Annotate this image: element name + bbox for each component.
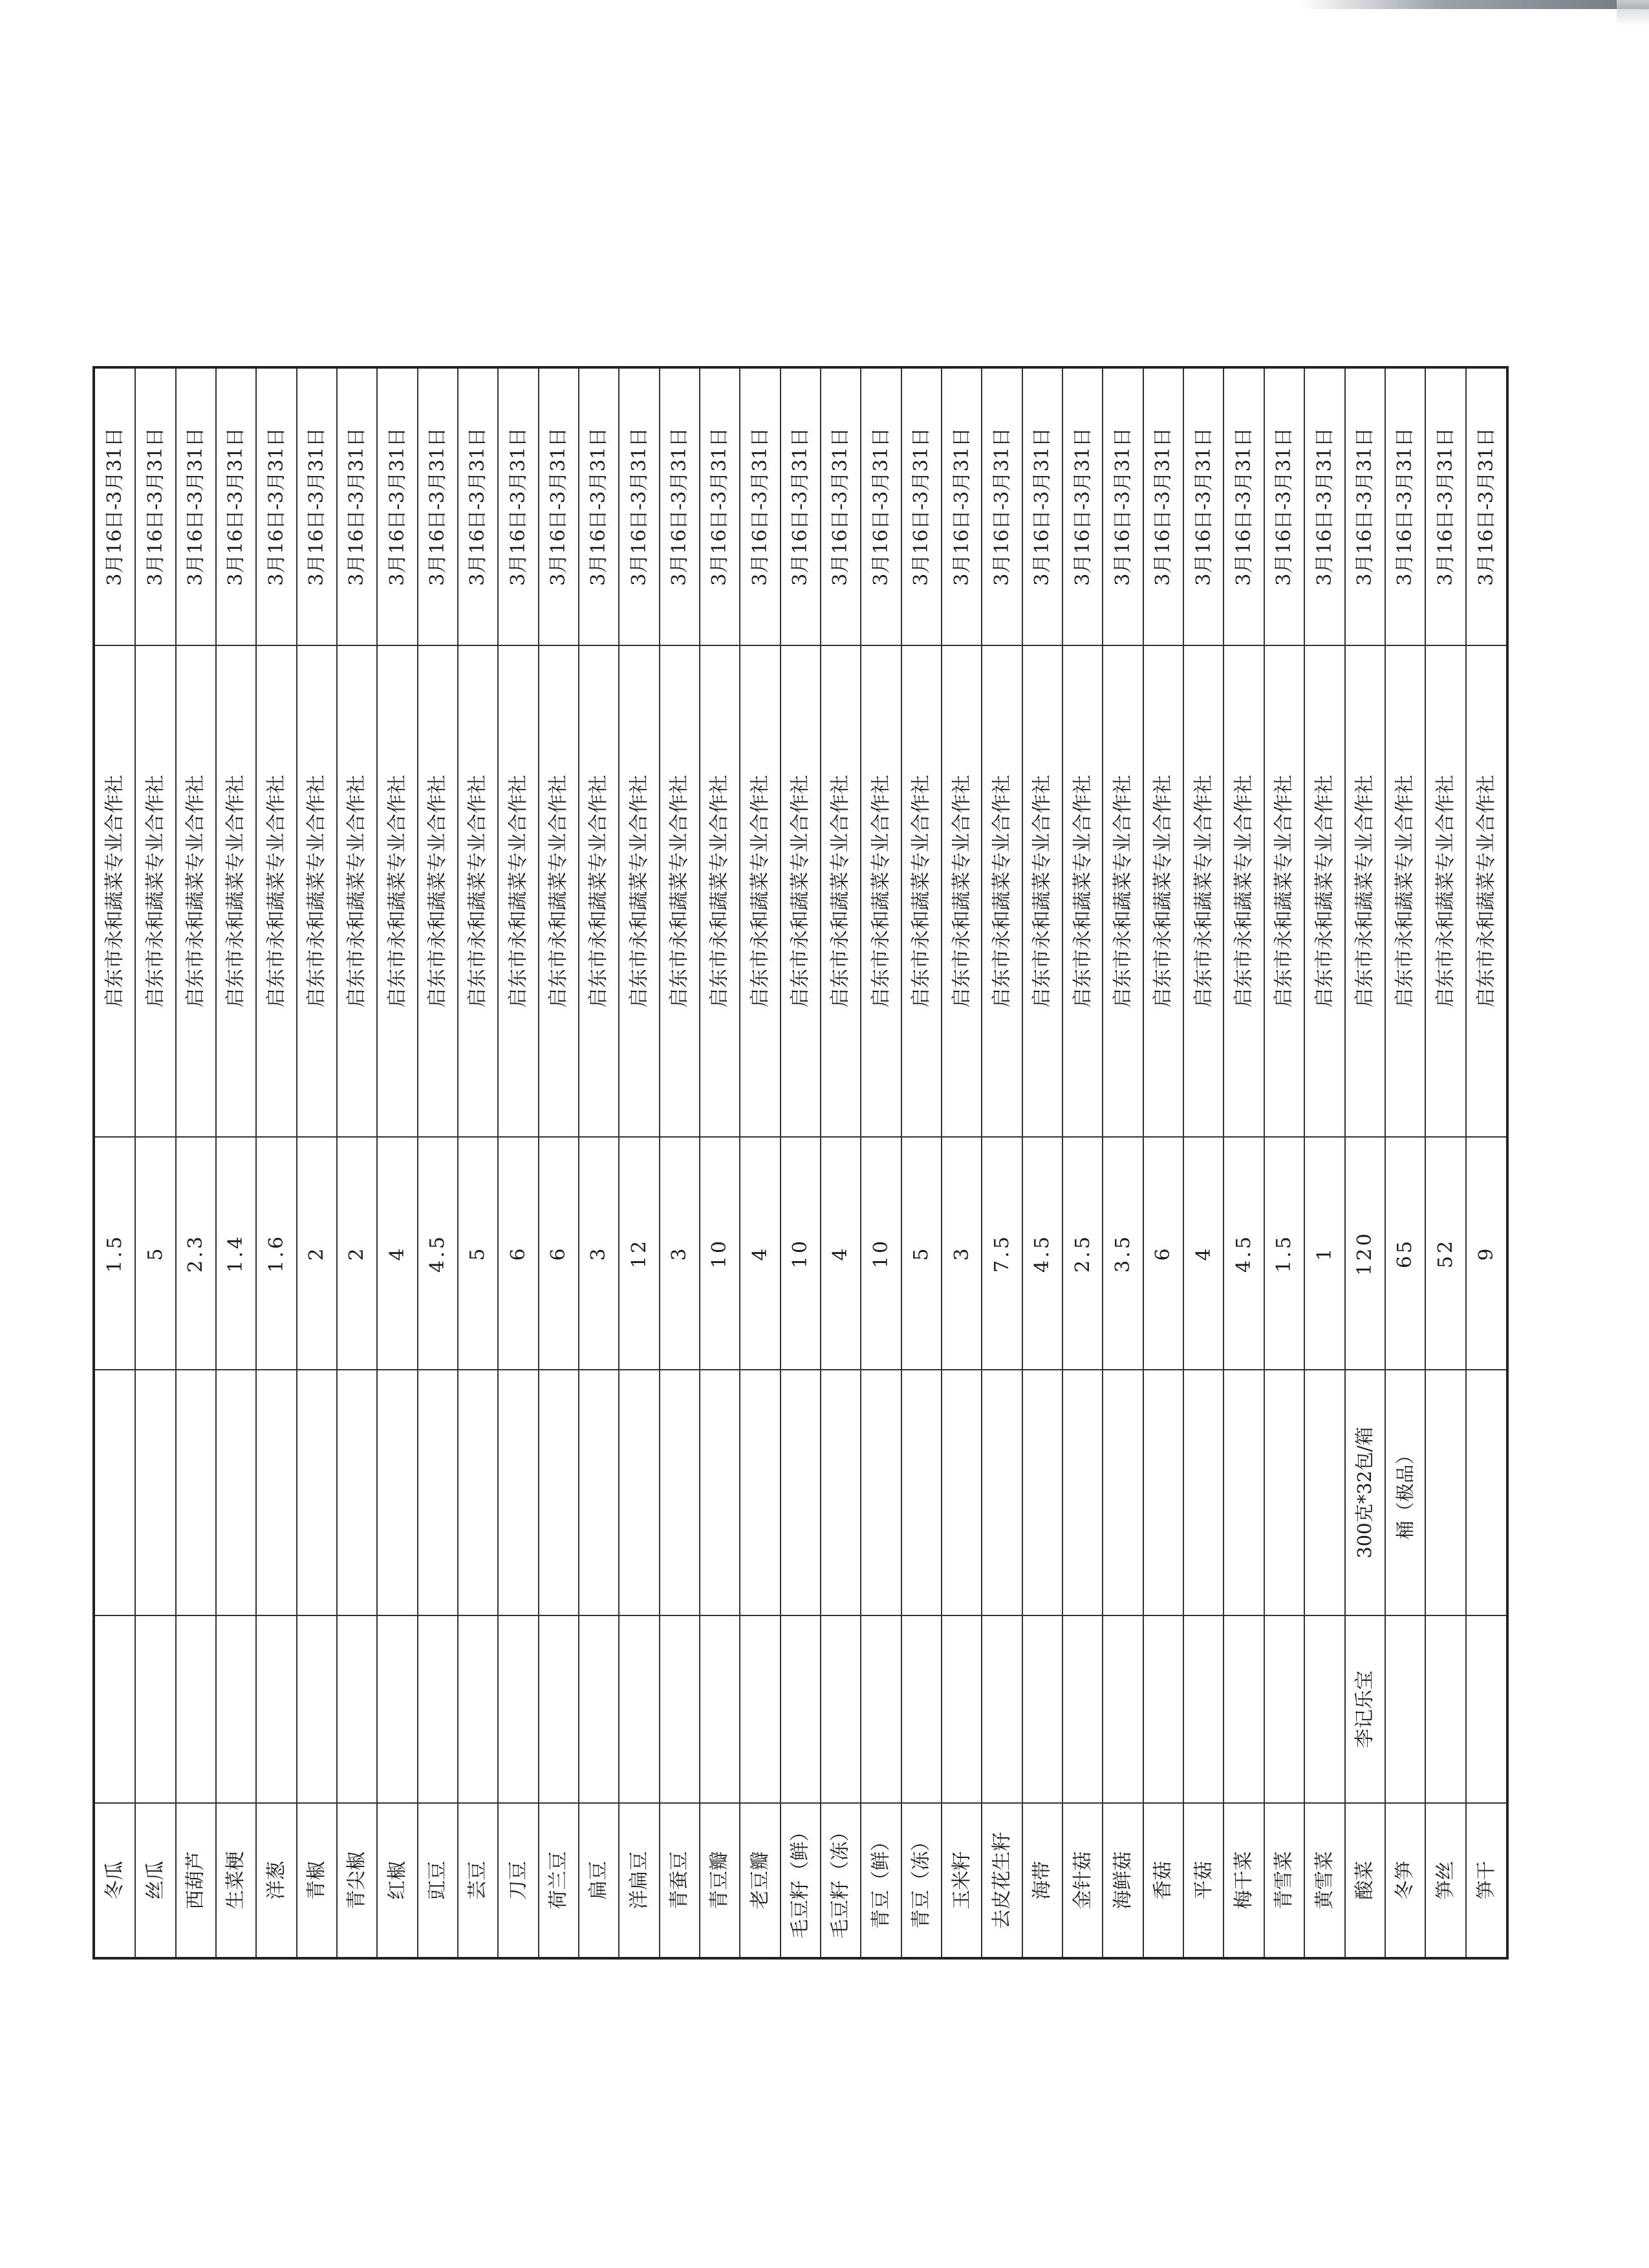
product-name-cell: 笋干 <box>1466 1803 1507 1958</box>
period-cell: 3月16日-3月31日 <box>1466 367 1507 645</box>
spec-cell <box>1022 1370 1062 1615</box>
price-cell: 6 <box>1143 1137 1183 1370</box>
brand-cell <box>94 1615 135 1803</box>
brand-cell <box>1385 1615 1425 1803</box>
brand-cell <box>337 1615 377 1803</box>
supplier-cell: 启东市永和蔬菜专业合作社 <box>256 645 296 1137</box>
supplier-cell: 启东市永和蔬菜专业合作社 <box>377 645 417 1137</box>
brand-cell <box>216 1615 256 1803</box>
price-cell: 4.5 <box>1223 1137 1264 1370</box>
period-cell: 3月16日-3月31日 <box>700 367 740 645</box>
product-name-cell: 青蚕豆 <box>660 1803 700 1958</box>
product-name-cell: 冬笋 <box>1385 1803 1425 1958</box>
spec-cell <box>1183 1370 1223 1615</box>
table-row <box>982 367 1022 1958</box>
product-name-cell: 西葫芦 <box>176 1803 216 1958</box>
spec-cell <box>337 1370 377 1615</box>
brand-cell <box>1022 1615 1062 1803</box>
supplier-cell: 启东市永和蔬菜专业合作社 <box>942 645 982 1137</box>
period-cell: 3月16日-3月31日 <box>1385 367 1425 645</box>
product-name-cell: 洋扁豆 <box>619 1803 659 1958</box>
price-cell: 4 <box>1183 1137 1223 1370</box>
supplier-cell: 启东市永和蔬菜专业合作社 <box>539 645 579 1137</box>
product-name-cell: 豇豆 <box>418 1803 458 1958</box>
period-cell: 3月16日-3月31日 <box>619 367 659 645</box>
period-cell: 3月16日-3月31日 <box>418 367 458 645</box>
table-row <box>176 367 216 1958</box>
price-cell: 10 <box>861 1137 901 1370</box>
supplier-cell: 启东市永和蔬菜专业合作社 <box>94 645 135 1137</box>
table-row <box>1143 367 1183 1958</box>
table-row <box>498 367 538 1958</box>
supplier-cell: 启东市永和蔬菜专业合作社 <box>297 645 337 1137</box>
brand-cell <box>458 1615 498 1803</box>
supplier-cell: 启东市永和蔬菜专业合作社 <box>418 645 458 1137</box>
spec-cell <box>94 1370 135 1615</box>
spec-cell <box>458 1370 498 1615</box>
supplier-cell: 启东市永和蔬菜专业合作社 <box>1466 645 1507 1137</box>
price-cell: 2 <box>297 1137 337 1370</box>
brand-cell <box>942 1615 982 1803</box>
price-cell: 3 <box>942 1137 982 1370</box>
product-name-cell: 玉米籽 <box>942 1803 982 1958</box>
period-cell: 3月16日-3月31日 <box>1264 367 1304 645</box>
table-row <box>216 367 256 1958</box>
spec-cell <box>1062 1370 1103 1615</box>
supplier-cell: 启东市永和蔬菜专业合作社 <box>781 645 821 1137</box>
brand-cell <box>1264 1615 1304 1803</box>
product-name-cell: 荷兰豆 <box>539 1803 579 1958</box>
brand-cell <box>1103 1615 1143 1803</box>
period-cell: 3月16日-3月31日 <box>1304 367 1344 645</box>
price-cell: 12 <box>619 1137 659 1370</box>
product-name-cell: 青豆（鲜） <box>861 1803 901 1958</box>
table-row <box>1062 367 1103 1958</box>
brand-cell <box>1062 1615 1103 1803</box>
scan-edge-mark <box>1300 0 1649 9</box>
brand-cell <box>1183 1615 1223 1803</box>
scan-corner-shadow <box>1617 0 1649 26</box>
supplier-cell: 启东市永和蔬菜专业合作社 <box>821 645 861 1137</box>
brand-cell <box>579 1615 619 1803</box>
price-cell: 4.5 <box>418 1137 458 1370</box>
price-cell: 3.5 <box>1103 1137 1143 1370</box>
period-cell: 3月16日-3月31日 <box>982 367 1022 645</box>
spec-cell: 桶（极品） <box>1385 1370 1425 1615</box>
period-cell: 3月16日-3月31日 <box>942 367 982 645</box>
table-row <box>1223 367 1264 1958</box>
supplier-cell: 启东市永和蔬菜专业合作社 <box>740 645 780 1137</box>
brand-cell: 李记乐宝 <box>1345 1615 1385 1803</box>
rotated-table-container <box>92 427 1509 1960</box>
brand-cell <box>1466 1615 1507 1803</box>
spec-cell <box>942 1370 982 1615</box>
brand-cell <box>539 1615 579 1803</box>
spec-cell <box>781 1370 821 1615</box>
spec-cell <box>1143 1370 1183 1615</box>
period-cell: 3月16日-3月31日 <box>176 367 216 645</box>
period-cell: 3月16日-3月31日 <box>377 367 417 645</box>
spec-cell <box>498 1370 538 1615</box>
spec-cell <box>579 1370 619 1615</box>
price-cell: 1.5 <box>1264 1137 1304 1370</box>
supplier-cell: 启东市永和蔬菜专业合作社 <box>176 645 216 1137</box>
spec-cell <box>1425 1370 1465 1615</box>
period-cell: 3月16日-3月31日 <box>1062 367 1103 645</box>
price-cell: 2.3 <box>176 1137 216 1370</box>
period-cell: 3月16日-3月31日 <box>660 367 700 645</box>
period-cell: 3月16日-3月31日 <box>297 367 337 645</box>
spec-cell <box>216 1370 256 1615</box>
price-cell: 5 <box>901 1137 942 1370</box>
product-name-cell: 平菇 <box>1183 1803 1223 1958</box>
price-cell: 5 <box>458 1137 498 1370</box>
spec-cell <box>821 1370 861 1615</box>
brand-cell <box>861 1615 901 1803</box>
product-name-cell: 生菜梗 <box>216 1803 256 1958</box>
period-cell: 3月16日-3月31日 <box>821 367 861 645</box>
supplier-cell: 启东市永和蔬菜专业合作社 <box>1223 645 1264 1137</box>
supplier-cell: 启东市永和蔬菜专业合作社 <box>337 645 377 1137</box>
price-cell: 4 <box>821 1137 861 1370</box>
table-row <box>377 367 417 1958</box>
supplier-cell: 启东市永和蔬菜专业合作社 <box>1062 645 1103 1137</box>
spec-cell <box>619 1370 659 1615</box>
price-cell: 6 <box>498 1137 538 1370</box>
brand-cell <box>1304 1615 1344 1803</box>
spec-cell <box>377 1370 417 1615</box>
price-cell: 4.5 <box>1022 1137 1062 1370</box>
table-row <box>1103 367 1143 1958</box>
price-cell: 3 <box>660 1137 700 1370</box>
product-name-cell: 海带 <box>1022 1803 1062 1958</box>
table-row <box>539 367 579 1958</box>
price-cell: 2.5 <box>1062 1137 1103 1370</box>
table-row <box>1264 367 1304 1958</box>
supplier-cell: 启东市永和蔬菜专业合作社 <box>660 645 700 1137</box>
supplier-cell: 启东市永和蔬菜专业合作社 <box>901 645 942 1137</box>
table-row <box>1466 367 1507 1958</box>
product-name-cell: 毛豆籽（冻） <box>821 1803 861 1958</box>
spec-cell <box>539 1370 579 1615</box>
price-cell: 10 <box>700 1137 740 1370</box>
supplier-cell: 启东市永和蔬菜专业合作社 <box>1425 645 1465 1137</box>
supplier-cell: 启东市永和蔬菜专业合作社 <box>1183 645 1223 1137</box>
spec-cell <box>740 1370 780 1615</box>
product-name-cell: 金针菇 <box>1062 1803 1103 1958</box>
period-cell: 3月16日-3月31日 <box>94 367 135 645</box>
period-cell: 3月16日-3月31日 <box>740 367 780 645</box>
brand-cell <box>297 1615 337 1803</box>
period-cell: 3月16日-3月31日 <box>1223 367 1264 645</box>
spec-cell <box>297 1370 337 1615</box>
table-row <box>337 367 377 1958</box>
brand-cell <box>135 1615 175 1803</box>
product-name-cell: 扁豆 <box>579 1803 619 1958</box>
table-row <box>579 367 619 1958</box>
supplier-cell: 启东市永和蔬菜专业合作社 <box>1264 645 1304 1137</box>
price-cell: 5 <box>135 1137 175 1370</box>
price-cell: 4 <box>740 1137 780 1370</box>
table-row <box>418 367 458 1958</box>
price-cell: 6 <box>539 1137 579 1370</box>
period-cell: 3月16日-3月31日 <box>1183 367 1223 645</box>
product-name-cell: 刀豆 <box>498 1803 538 1958</box>
brand-cell <box>377 1615 417 1803</box>
product-name-cell: 香菇 <box>1143 1803 1183 1958</box>
spec-cell <box>1103 1370 1143 1615</box>
product-name-cell: 酸菜 <box>1345 1803 1385 1958</box>
supplier-cell: 启东市永和蔬菜专业合作社 <box>1022 645 1062 1137</box>
table-row <box>660 367 700 1958</box>
period-cell: 3月16日-3月31日 <box>539 367 579 645</box>
supplier-cell: 启东市永和蔬菜专业合作社 <box>1143 645 1183 1137</box>
product-name-cell: 丝瓜 <box>135 1803 175 1958</box>
table-row <box>135 367 175 1958</box>
price-cell: 10 <box>781 1137 821 1370</box>
brand-cell <box>781 1615 821 1803</box>
table-row <box>256 367 296 1958</box>
period-cell: 3月16日-3月31日 <box>1143 367 1183 645</box>
table-row <box>1425 367 1465 1958</box>
product-name-cell: 洋葱 <box>256 1803 296 1958</box>
product-name-cell: 梅干菜 <box>1223 1803 1264 1958</box>
price-cell: 1 <box>1304 1137 1344 1370</box>
table-row <box>619 367 659 1958</box>
brand-cell <box>1223 1615 1264 1803</box>
table-row <box>1345 367 1385 1958</box>
period-cell: 3月16日-3月31日 <box>1425 367 1465 645</box>
supplier-cell: 启东市永和蔬菜专业合作社 <box>861 645 901 1137</box>
spec-cell <box>861 1370 901 1615</box>
table-row <box>700 367 740 1958</box>
table-row <box>94 367 135 1958</box>
price-cell: 4 <box>377 1137 417 1370</box>
table-row <box>1385 367 1425 1958</box>
product-name-cell: 去皮花生籽 <box>982 1803 1022 1958</box>
product-name-cell: 青椒 <box>297 1803 337 1958</box>
table-row <box>740 367 780 1958</box>
supplier-cell: 启东市永和蔬菜专业合作社 <box>1103 645 1143 1137</box>
period-cell: 3月16日-3月31日 <box>458 367 498 645</box>
supplier-cell: 启东市永和蔬菜专业合作社 <box>458 645 498 1137</box>
period-cell: 3月16日-3月31日 <box>861 367 901 645</box>
table-row <box>861 367 901 1958</box>
price-cell: 65 <box>1385 1137 1425 1370</box>
product-name-cell: 老豆瓣 <box>740 1803 780 1958</box>
brand-cell <box>982 1615 1022 1803</box>
supplier-cell: 启东市永和蔬菜专业合作社 <box>498 645 538 1137</box>
brand-cell <box>700 1615 740 1803</box>
product-name-cell: 笋丝 <box>1425 1803 1465 1958</box>
supplier-cell: 启东市永和蔬菜专业合作社 <box>619 645 659 1137</box>
period-cell: 3月16日-3月31日 <box>1022 367 1062 645</box>
period-cell: 3月16日-3月31日 <box>579 367 619 645</box>
brand-cell <box>418 1615 458 1803</box>
table-row <box>901 367 942 1958</box>
product-name-cell: 青尖椒 <box>337 1803 377 1958</box>
spec-cell <box>1466 1370 1507 1615</box>
period-cell: 3月16日-3月31日 <box>256 367 296 645</box>
spec-cell <box>901 1370 942 1615</box>
brand-cell <box>498 1615 538 1803</box>
product-name-cell: 芸豆 <box>458 1803 498 1958</box>
table-row <box>458 367 498 1958</box>
period-cell: 3月16日-3月31日 <box>498 367 538 645</box>
period-cell: 3月16日-3月31日 <box>337 367 377 645</box>
price-cell: 7.5 <box>982 1137 1022 1370</box>
supplier-cell: 启东市永和蔬菜专业合作社 <box>216 645 256 1137</box>
brand-cell <box>821 1615 861 1803</box>
supplier-cell: 启东市永和蔬菜专业合作社 <box>700 645 740 1137</box>
table-row <box>297 367 337 1958</box>
brand-cell <box>176 1615 216 1803</box>
supplier-cell: 启东市永和蔬菜专业合作社 <box>135 645 175 1137</box>
price-cell: 1.5 <box>94 1137 135 1370</box>
product-name-cell: 冬瓜 <box>94 1803 135 1958</box>
brand-cell <box>1425 1615 1465 1803</box>
price-cell: 120 <box>1345 1137 1385 1370</box>
table-row <box>1304 367 1344 1958</box>
table-body <box>94 367 1507 1958</box>
spec-cell <box>700 1370 740 1615</box>
period-cell: 3月16日-3月31日 <box>1345 367 1385 645</box>
table-row <box>781 367 821 1958</box>
spec-cell <box>418 1370 458 1615</box>
price-cell: 9 <box>1466 1137 1507 1370</box>
spec-cell <box>982 1370 1022 1615</box>
supplier-cell: 启东市永和蔬菜专业合作社 <box>1385 645 1425 1137</box>
price-cell: 1.4 <box>216 1137 256 1370</box>
period-cell: 3月16日-3月31日 <box>901 367 942 645</box>
price-cell: 2 <box>337 1137 377 1370</box>
product-name-cell: 红椒 <box>377 1803 417 1958</box>
spec-cell <box>1223 1370 1264 1615</box>
supplier-cell: 启东市永和蔬菜专业合作社 <box>1304 645 1344 1137</box>
product-name-cell: 毛豆籽（鲜） <box>781 1803 821 1958</box>
table-row <box>1183 367 1223 1958</box>
brand-cell <box>1143 1615 1183 1803</box>
brand-cell <box>660 1615 700 1803</box>
period-cell: 3月16日-3月31日 <box>1103 367 1143 645</box>
price-cell: 1.6 <box>256 1137 296 1370</box>
period-cell: 3月16日-3月31日 <box>135 367 175 645</box>
spec-cell <box>660 1370 700 1615</box>
period-cell: 3月16日-3月31日 <box>216 367 256 645</box>
table-row <box>942 367 982 1958</box>
brand-cell <box>901 1615 942 1803</box>
produce-price-table <box>92 366 1509 1960</box>
product-name-cell: 青豆瓣 <box>700 1803 740 1958</box>
spec-cell <box>1304 1370 1344 1615</box>
product-name-cell: 青豆（冻） <box>901 1803 942 1958</box>
period-cell: 3月16日-3月31日 <box>781 367 821 645</box>
spec-cell <box>135 1370 175 1615</box>
product-name-cell: 黄雪菜 <box>1304 1803 1344 1958</box>
brand-cell <box>619 1615 659 1803</box>
supplier-cell: 启东市永和蔬菜专业合作社 <box>982 645 1022 1137</box>
spec-cell <box>1264 1370 1304 1615</box>
price-cell: 52 <box>1425 1137 1465 1370</box>
supplier-cell: 启东市永和蔬菜专业合作社 <box>579 645 619 1137</box>
spec-cell <box>256 1370 296 1615</box>
brand-cell <box>740 1615 780 1803</box>
product-name-cell: 青雪菜 <box>1264 1803 1304 1958</box>
brand-cell <box>256 1615 296 1803</box>
table-row <box>1022 367 1062 1958</box>
spec-cell <box>176 1370 216 1615</box>
product-name-cell: 海鲜菇 <box>1103 1803 1143 1958</box>
table-row <box>821 367 861 1958</box>
spec-cell: 300克*32包/箱 <box>1345 1370 1385 1615</box>
price-cell: 3 <box>579 1137 619 1370</box>
supplier-cell: 启东市永和蔬菜专业合作社 <box>1345 645 1385 1137</box>
